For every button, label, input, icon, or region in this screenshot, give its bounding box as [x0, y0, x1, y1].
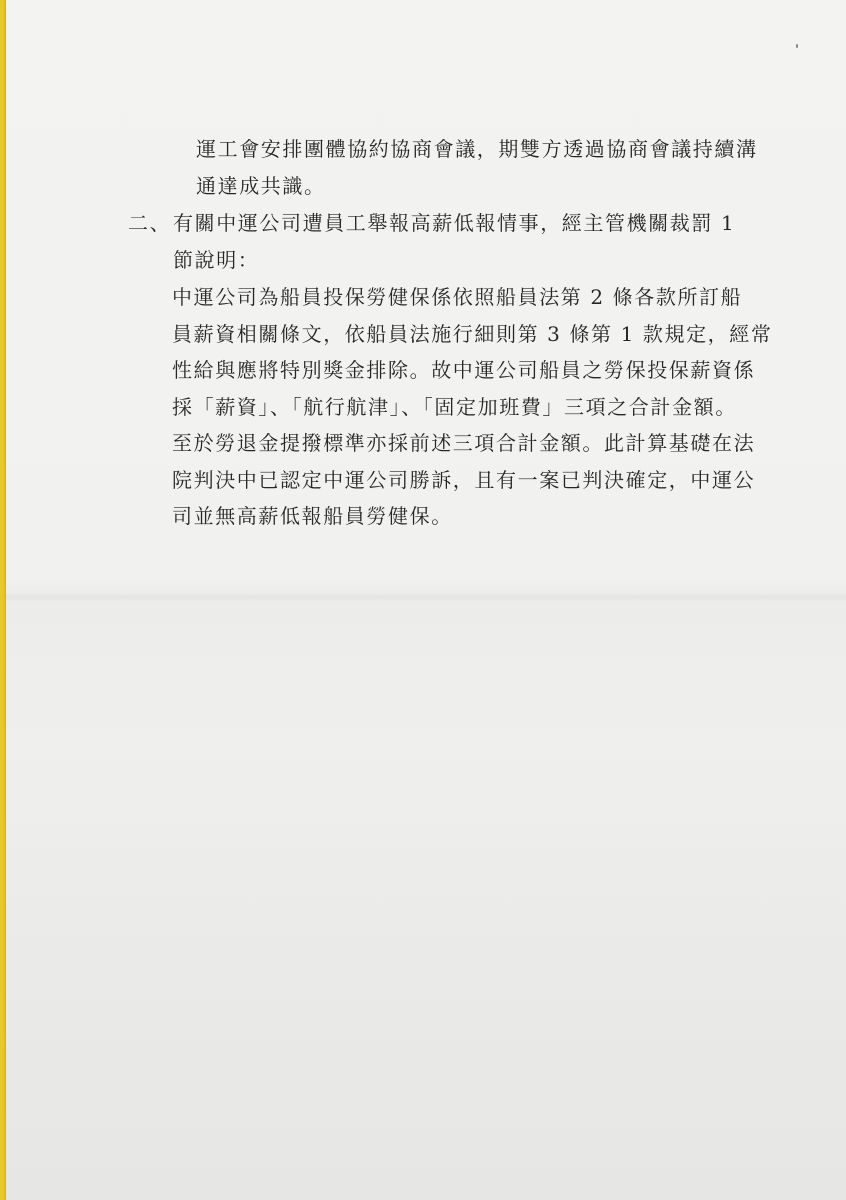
body-line: 性給與應將特別獎金排除。故中運公司船員之勞保投保薪資係	[172, 358, 756, 382]
heading-line: 節說明：	[173, 247, 260, 272]
text-line: 運工會安排團體協約協商會議，期雙方透過協商會議持續溝	[196, 137, 758, 161]
text-line: 通達成共識。	[196, 173, 326, 198]
body-line: 採「薪資」、「航行航津」、「固定加班費」三項之合計金額。	[172, 394, 737, 419]
body-line: 中運公司為船員投保勞健保係依照船員法第 2 條各款所訂船	[172, 285, 743, 309]
heading-line: 有關中運公司遭員工舉報高薪低報情事，經主管機關裁罰 1	[173, 211, 736, 235]
section-body	[172, 279, 772, 535]
section-heading	[173, 205, 735, 278]
paper-fold	[6, 592, 846, 602]
body-line: 司並無高薪低報船員勞健保。	[172, 504, 453, 528]
body-line: 至於勞退金提撥標準亦採前述三項合計金額。此計算基礎在法	[172, 431, 756, 455]
body-line: 院判決中已認定中運公司勝訴，且有一案已判決確定，中運公	[172, 467, 756, 492]
section-number: 二、	[128, 211, 172, 235]
paper-speck	[796, 44, 798, 48]
continuation-paragraph	[196, 131, 758, 204]
body-line: 員薪資相關條文，依船員法施行細則第 3 條第 1 款規定，經常	[172, 321, 773, 346]
